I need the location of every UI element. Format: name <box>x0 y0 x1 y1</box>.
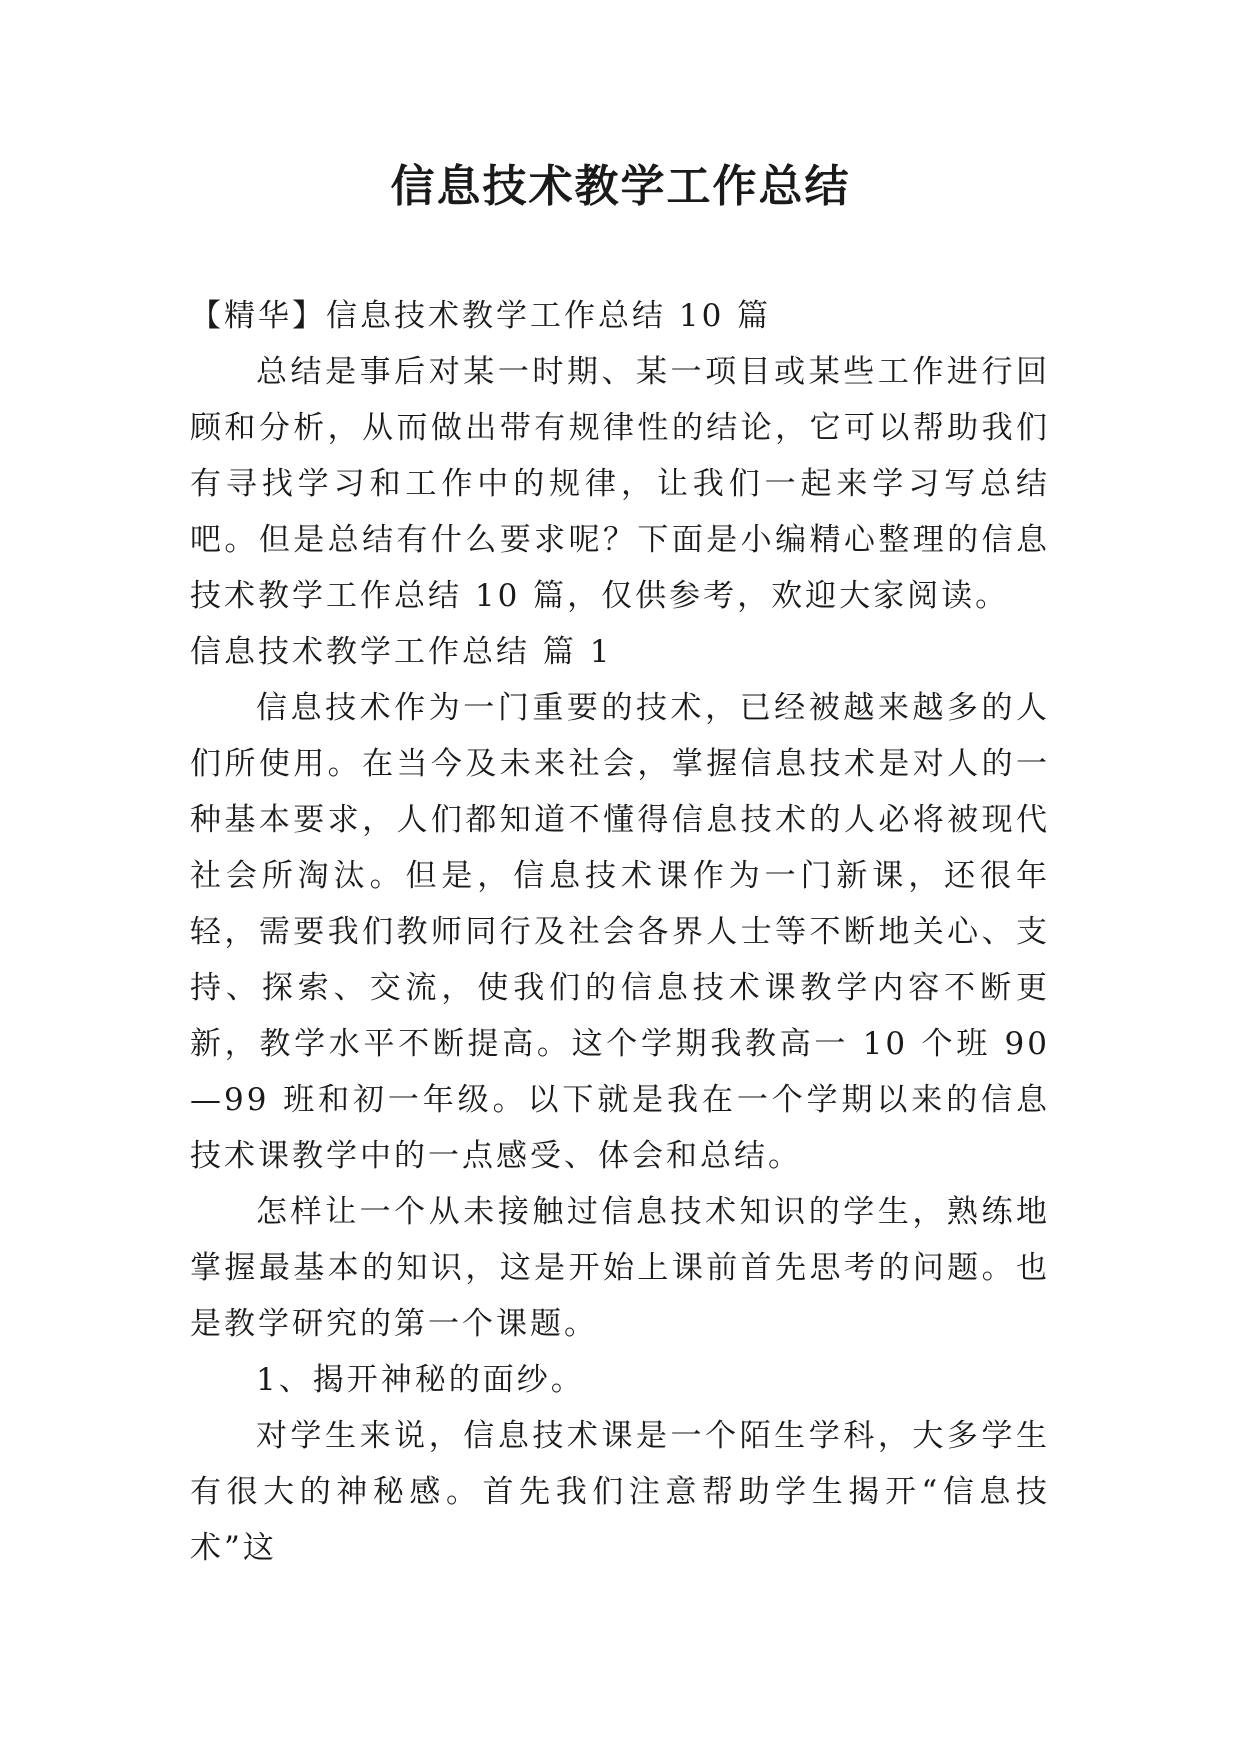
intro-paragraph: 总结是事后对某一时期、某一项目或某些工作进行回顾和分析，从而做出带有规律性的结论，它可以帮助我们有寻找学习和工作中的规律，让我们一起来学习写总结吧。但是总结有什么要求呢？下面是小编精心整理的信息技术教学工作总结 10 篇，仅供参考，欢迎大家阅读。 <box>190 354 1050 614</box>
body-paragraph-1: 信息技术作为一门重要的技术，已经被越来越多的人们所使用。在当今及未来社会，掌握信息技术是对人的一种基本要求，人们都知道不懂得信息技术的人必将被现代社会所淘汰。但是，信息技术课作为一门新课，还很年轻，需要我们教师同行及社会各界人士等不断地关心、支持、探索、交流，使我们的信息技术课教学内容不断更新，教学水平不断提高。这个学期我教高一 10 个班 90—99 班和初一年级。以下就是我在一个学期以来的信息技术课教学中的一点感受、体会和总结。 <box>190 690 1050 1174</box>
lead-line: 【精华】信息技术教学工作总结 10 篇 <box>190 298 772 334</box>
body-paragraph-3: 对学生来说，信息技术课是一个陌生学科，大多学生有很大的神秘感。首先我们注意帮助学生揭开“信息技术”这 <box>190 1418 1050 1566</box>
list-item-1: 1、揭开神秘的面纱。 <box>256 1362 585 1398</box>
section-heading: 信息技术教学工作总结 篇 1 <box>190 634 613 670</box>
document-title: 信息技术教学工作总结 <box>390 161 851 212</box>
body-paragraph-2: 怎样让一个从未接触过信息技术知识的学生，熟练地掌握最基本的知识，这是开始上课前首先思考的问题。也是教学研究的第一个课题。 <box>190 1194 1050 1342</box>
document-body <box>190 288 1050 1576</box>
